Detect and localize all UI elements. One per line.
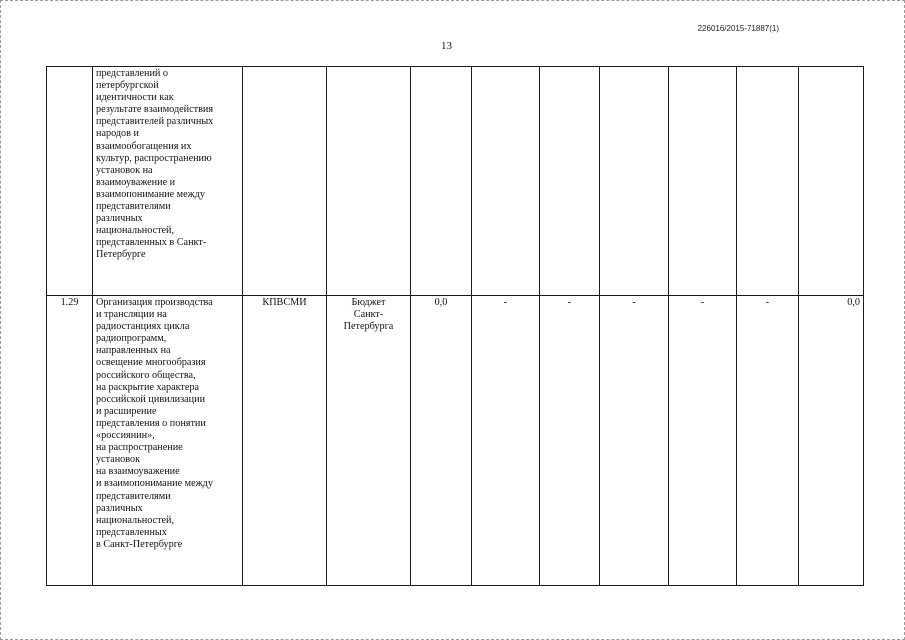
text-line: идентичности как (96, 92, 174, 104)
text-line: различных (96, 502, 143, 514)
cell-value: - (472, 296, 540, 586)
cell-executor: КПВСМИ (243, 296, 327, 586)
cell-value (600, 67, 669, 296)
text-line: национальностей, (96, 514, 175, 526)
text-line: взаимоуважение и (96, 176, 176, 188)
cell-number: 1.29 (47, 296, 93, 586)
text-line: российской цивилизации (96, 393, 206, 405)
text-line: национальностей, (96, 225, 175, 237)
cell-description (93, 67, 243, 296)
cell-value: 0,0 (411, 296, 472, 586)
text-line: Санкт- (353, 309, 384, 321)
cell-value (411, 67, 472, 296)
cell-number (47, 67, 93, 296)
text-line: культур, распространению (96, 152, 212, 164)
text-line: представителями (96, 201, 171, 213)
cell-value (472, 67, 540, 296)
text-line: российского общества, (96, 369, 196, 381)
text-line: Петербурге (96, 249, 146, 261)
table-row-1-29 (47, 296, 864, 586)
text-line: радиопрограмм, (96, 333, 167, 345)
text-line: представителями (96, 490, 171, 502)
text-line: радиостанциях цикла (96, 321, 190, 333)
text-line: результате взаимодействия (96, 104, 214, 116)
text-line: освещение многообразия (96, 357, 206, 369)
cell-value (540, 67, 600, 296)
cell-value: - (540, 296, 600, 586)
text-line: и трансляции на (96, 309, 167, 321)
text-line: петербургской (96, 80, 159, 92)
text-line: представлений о (96, 68, 169, 79)
text-line: взаимообогащения их (96, 140, 192, 152)
table-row-continued (47, 67, 864, 296)
cell-value: - (600, 296, 669, 586)
text-line: взаимопонимание между (96, 188, 205, 200)
cell-value (737, 67, 799, 296)
cell-value: - (669, 296, 737, 586)
text-line: «россиянин», (96, 430, 155, 442)
cell-total (799, 67, 864, 296)
cell-total: 0,0 (799, 296, 864, 586)
cell-executor (243, 67, 327, 296)
text-line: и взаимопонимание между (96, 478, 213, 490)
text-line: Петербурга (343, 321, 394, 333)
text-line: на взаимоуважение (96, 466, 180, 478)
text-line: представителей различных (96, 116, 214, 128)
text-line: направленных на (96, 345, 171, 357)
cell-value: - (737, 296, 799, 586)
cell-description (93, 296, 243, 586)
text-line: различных (96, 213, 143, 225)
text-line: представления о понятии (96, 417, 206, 429)
budget-table (46, 66, 864, 586)
document-id: 226016/2015-71887(1) (697, 24, 779, 33)
text-line: на раскрытие характера (96, 381, 200, 393)
text-line: представленных в Санкт- (96, 237, 207, 249)
cell-value (669, 67, 737, 296)
page-number: 13 (441, 40, 452, 52)
text-line: представленных (96, 526, 167, 538)
text-line: народов и (96, 128, 139, 140)
text-line: на распространение (96, 442, 183, 454)
text-line: Организация производства (96, 297, 213, 308)
text-line: и расширение (96, 405, 157, 417)
text-line: установок на (96, 164, 153, 176)
text-line: в Санкт-Петербурге (96, 538, 183, 550)
cell-source (327, 296, 411, 586)
cell-source (327, 67, 411, 296)
text-line: Бюджет (351, 297, 386, 308)
text-line: установок (96, 454, 141, 466)
